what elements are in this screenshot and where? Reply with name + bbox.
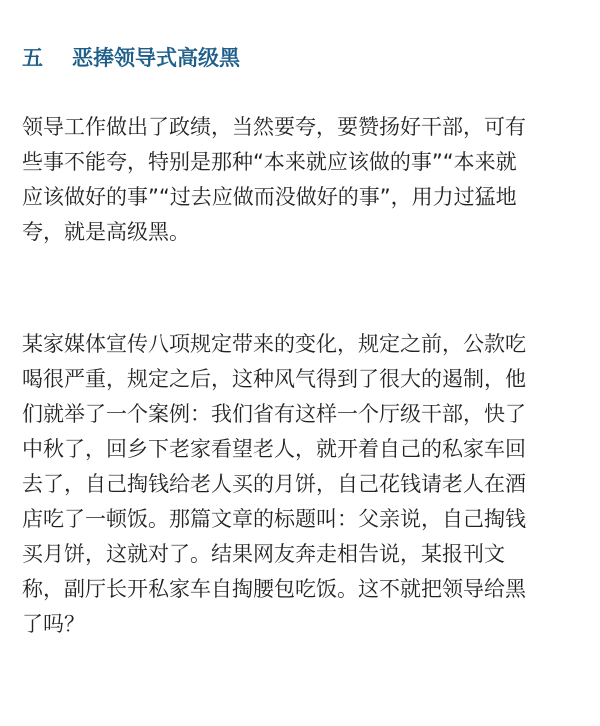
text-line: 某家媒体宣传八项规定带来的变化，规定之前，公款吃 bbox=[22, 332, 526, 356]
text-line: 领导工作做出了政绩，当然要夸，要赞扬好干部，可有 bbox=[22, 115, 526, 139]
text-line: 应该做好的事”“过去应做而没做好的事”，用力过猛地 bbox=[22, 185, 517, 209]
text-line: 去了，自己掏钱给老人买的月饼，自己花钱请老人在酒 bbox=[22, 472, 526, 496]
section-number: 五 bbox=[22, 46, 43, 71]
paragraph-2 bbox=[22, 327, 582, 642]
text-line: 中秋了，回乡下老家看望老人，就开着自己的私家车回 bbox=[22, 437, 526, 461]
section-title: 恶捧领导式高级黑 bbox=[72, 46, 240, 71]
text-line: 买月饼，这就对了。结果网友奔走相告说，某报刊文 bbox=[22, 542, 505, 566]
text-line: 了吗？ bbox=[22, 612, 85, 636]
paragraph-1 bbox=[22, 110, 582, 250]
text-line: 夸，就是高级黑。 bbox=[22, 220, 190, 244]
text-line: 们就举了一个案例：我们省有这样一个厅级干部，快了 bbox=[22, 402, 526, 426]
text-line: 店吃了一顿饭。那篇文章的标题叫：父亲说，自己掏钱 bbox=[22, 507, 526, 531]
text-line: 喝很严重，规定之后，这种风气得到了很大的遏制，他 bbox=[22, 367, 526, 391]
text-line: 称，副厅长开私家车自掏腰包吃饭。这不就把领导给黑 bbox=[22, 577, 526, 601]
section-heading bbox=[22, 43, 240, 73]
text-line: 些事不能夸，特别是那种“本来就应该做的事”“本来就 bbox=[22, 150, 517, 174]
